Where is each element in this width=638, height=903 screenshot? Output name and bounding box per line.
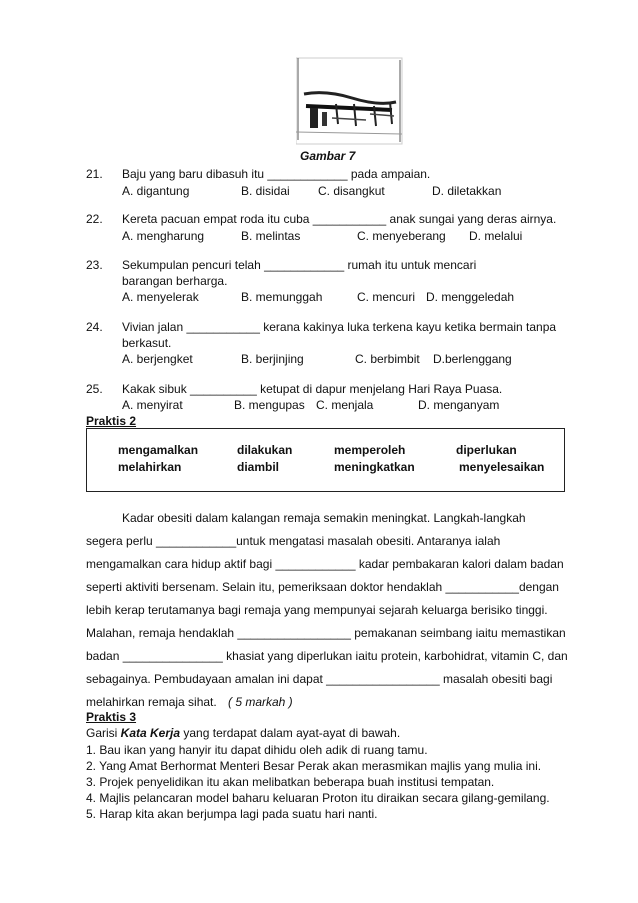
question-text-cont: berkasut. <box>122 336 172 350</box>
sentence-item: 5. Harap kita akan berjumpa lagi pada suatu hari nanti. <box>86 807 378 821</box>
option-d: D. menggeledah <box>426 290 515 304</box>
paragraph-line: sebagainya. Pembudayaan amalan ini dapat _________________ masalah obesiti bagi <box>86 672 553 686</box>
option-d: D.berlenggang <box>433 352 512 366</box>
question-text: Baju yang baru dibasuh itu ____________ pada ampaian. <box>122 167 431 181</box>
praktis-2-title: Praktis 2 <box>86 414 137 428</box>
option-a: A. berjengket <box>122 352 193 366</box>
option-a: A. digantung <box>122 184 190 198</box>
paragraph-line: badan _______________ khasiat yang diperlukan iaitu protein, karbohidrat, vitamin C, dan <box>86 649 568 663</box>
question-text: Sekumpulan pencuri telah ____________ rumah itu untuk mencari <box>122 258 477 272</box>
paragraph-line: seperti aktiviti bersenam. Selain itu, pemeriksaan doktor hendaklah ___________dengan <box>86 580 559 594</box>
word-bank-item: menyelesaikan <box>459 460 545 474</box>
option-a: A. menyirat <box>122 398 183 412</box>
option-d: D. melalui <box>469 229 523 243</box>
question-text: Kakak sibuk __________ ketupat di dapur menjelang Hari Raya Puasa. <box>122 382 503 396</box>
option-a: A. mengharung <box>122 229 205 243</box>
marks-label: ( 5 markah ) <box>228 695 293 709</box>
figure-caption: Gambar 7 <box>300 149 356 163</box>
rack-sketch-icon <box>296 54 403 146</box>
option-b: B. memunggah <box>241 290 323 304</box>
paragraph-line: segera perlu ____________untuk mengatasi masalah obesiti. Antaranya ialah <box>86 534 501 548</box>
option-a: A. menyelerak <box>122 290 199 304</box>
word-bank-item: mengamalkan <box>118 443 199 457</box>
sentence-item: 4. Majlis pelancaran model baharu keluaran Proton itu diraikan secara gilang-gemilang. <box>86 791 550 805</box>
paragraph-line: Malahan, remaja hendaklah _________________ pemakanan seimbang iaitu memastikan <box>86 626 566 640</box>
option-c: C. menjala <box>316 398 374 412</box>
paragraph-line: mengamalkan cara hidup aktif bagi ____________ kadar pembakaran kalori dalam badan <box>86 557 564 571</box>
question-number: 22. <box>86 212 103 226</box>
option-c: C. berbimbit <box>355 352 420 366</box>
question-number: 21. <box>86 167 103 181</box>
paragraph-line: lebih kerap terutamanya bagi remaja yang mempunyai sejarah keluarga berisiko tinggi. <box>86 603 548 617</box>
question-number: 24. <box>86 320 103 334</box>
option-c: C. disangkut <box>318 184 385 198</box>
question-text: Vivian jalan ___________ kerana kakinya luka terkena kayu ketika bermain tanpa <box>122 320 557 334</box>
paragraph-line: Kadar obesiti dalam kalangan remaja semakin meningkat. Langkah-langkah <box>122 511 526 525</box>
sentence-item: 2. Yang Amat Berhormat Menteri Besar Perak akan merasmikan majlis yang mulia ini. <box>86 759 542 773</box>
paragraph-line: melahirkan remaja sihat. <box>86 695 217 709</box>
word-bank-item: diperlukan <box>456 443 517 457</box>
option-c: C. mencuri <box>357 290 416 304</box>
word-bank-item: melahirkan <box>118 460 182 474</box>
option-b: B. disidai <box>241 184 290 198</box>
question-number: 25. <box>86 382 103 396</box>
word-bank-item: dilakukan <box>237 443 293 457</box>
sentence-item: 3. Projek penyelidikan itu akan melibatkan beberapa buah institusi tempatan. <box>86 775 495 789</box>
option-b: B. mengupas <box>234 398 305 412</box>
option-d: D. menganyam <box>418 398 500 412</box>
option-c: C. menyeberang <box>357 229 446 243</box>
sentence-item: 1. Bau ikan yang hanyir itu dapat dihidu oleh adik di ruang tamu. <box>86 743 428 757</box>
option-b: B. melintas <box>241 229 301 243</box>
option-b: B. berjinjing <box>241 352 304 366</box>
praktis-3-instruction: Garisi Kata Kerja yang terdapat dalam ayat-ayat di bawah. <box>86 726 401 740</box>
praktis-3-title: Praktis 3 <box>86 710 137 724</box>
word-bank-item: diambil <box>237 460 280 474</box>
question-number: 23. <box>86 258 103 272</box>
word-bank-item: meningkatkan <box>334 460 415 474</box>
question-text-cont: barangan berharga. <box>122 274 228 288</box>
word-bank-item: memperoleh <box>334 443 406 457</box>
option-d: D. diletakkan <box>432 184 502 198</box>
question-text: Kereta pacuan empat roda itu cuba ___________ anak sungai yang deras airnya. <box>122 212 557 226</box>
